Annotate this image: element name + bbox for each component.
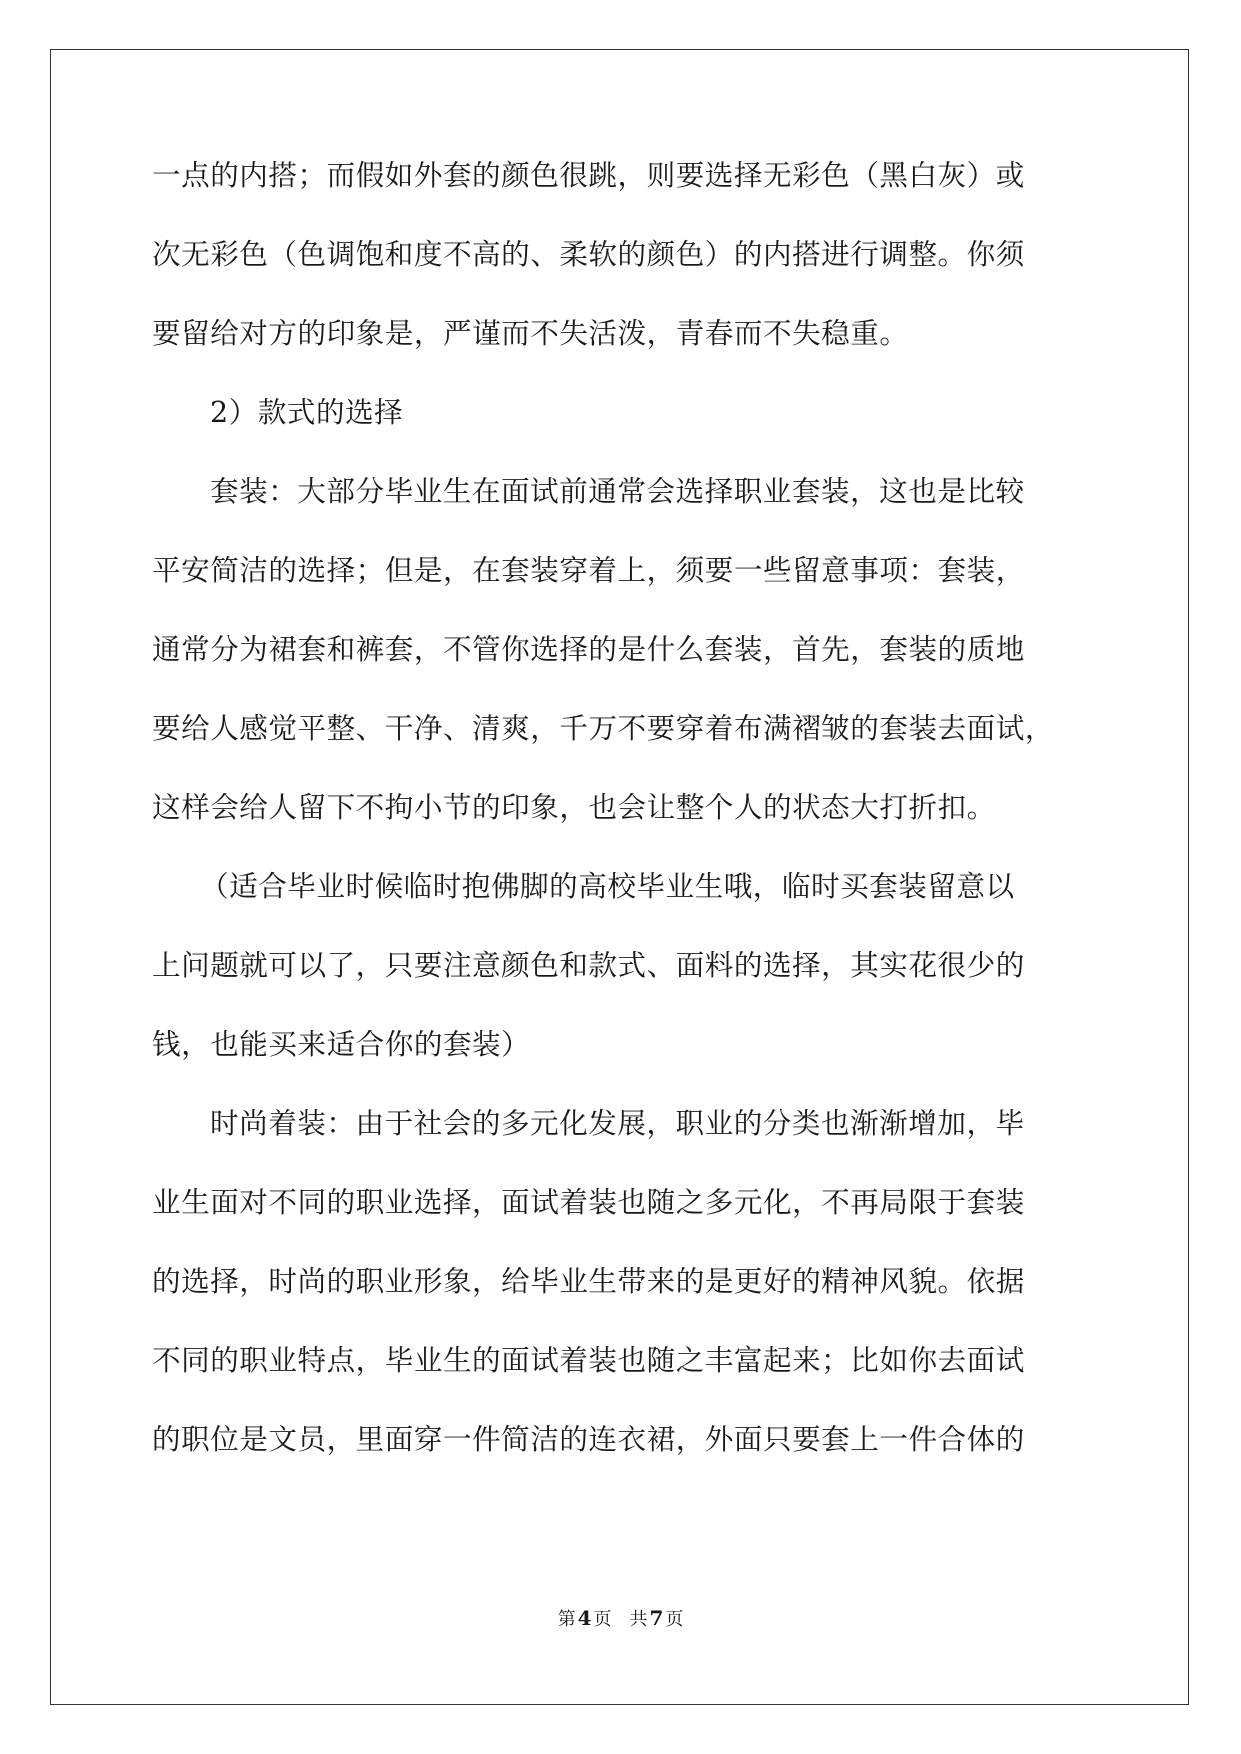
text-line: 要留给对方的印象是，严谨而不失活泼，青春而不失稳重。 [152, 316, 909, 350]
text-line: 的选择，时尚的职业形象，给毕业生带来的是更好的精神风貌。依据 [152, 1264, 1025, 1298]
text-line: 钱，也能买来适合你的套装） [152, 1027, 531, 1061]
footer-page-prefix: 第 [557, 1609, 576, 1630]
section-heading: 2）款式的选择 [210, 395, 404, 429]
text-line: 平安简洁的选择；但是，在套装穿着上，须要一些留意事项：套装， [152, 553, 1025, 587]
text-line: 套装：大部分毕业生在面试前通常会选择职业套装，这也是比较 [210, 474, 1025, 508]
text-line: 业生面对不同的职业选择，面试着装也随之多元化，不再局限于套装 [152, 1185, 1025, 1219]
text-line: 一点的内搭；而假如外套的颜色很跳，则要选择无彩色（黑白灰）或 [152, 158, 1025, 192]
text-line: 不同的职业特点，毕业生的面试着装也随之丰富起来；比如你去面试 [152, 1343, 1025, 1377]
text-line: 这样会给人留下不拘小节的印象，也会让整个人的状态大打折扣。 [152, 790, 996, 824]
footer-total-suffix: 页 [665, 1609, 684, 1630]
text-line: 时尚着装：由于社会的多元化发展，职业的分类也渐渐增加，毕 [210, 1106, 1025, 1140]
total-pages-number: 7 [649, 1606, 664, 1630]
text-line: 通常分为裙套和裤套，不管你选择的是什么套装，首先，套装的质地 [152, 632, 1025, 666]
footer-total-prefix: 共 [629, 1609, 648, 1630]
text-line: （适合毕业时候临时抱佛脚的高校毕业生哦，临时买套装留意以 [200, 869, 1015, 903]
text-line: 的职位是文员，里面穿一件简洁的连衣裙，外面只要套上一件合体的 [152, 1422, 1025, 1456]
text-line: 要给人感觉平整、干净、清爽，千万不要穿着布满褶皱的套装去面试， [152, 711, 1054, 745]
page-footer [0, 1606, 1241, 1632]
current-page-number: 4 [577, 1606, 592, 1630]
footer-page-suffix: 页 [593, 1609, 612, 1630]
text-line: 次无彩色（色调饱和度不高的、柔软的颜色）的内搭进行调整。你须 [152, 237, 1025, 271]
text-line: 上问题就可以了，只要注意颜色和款式、面料的选择，其实花很少的 [152, 948, 1025, 982]
